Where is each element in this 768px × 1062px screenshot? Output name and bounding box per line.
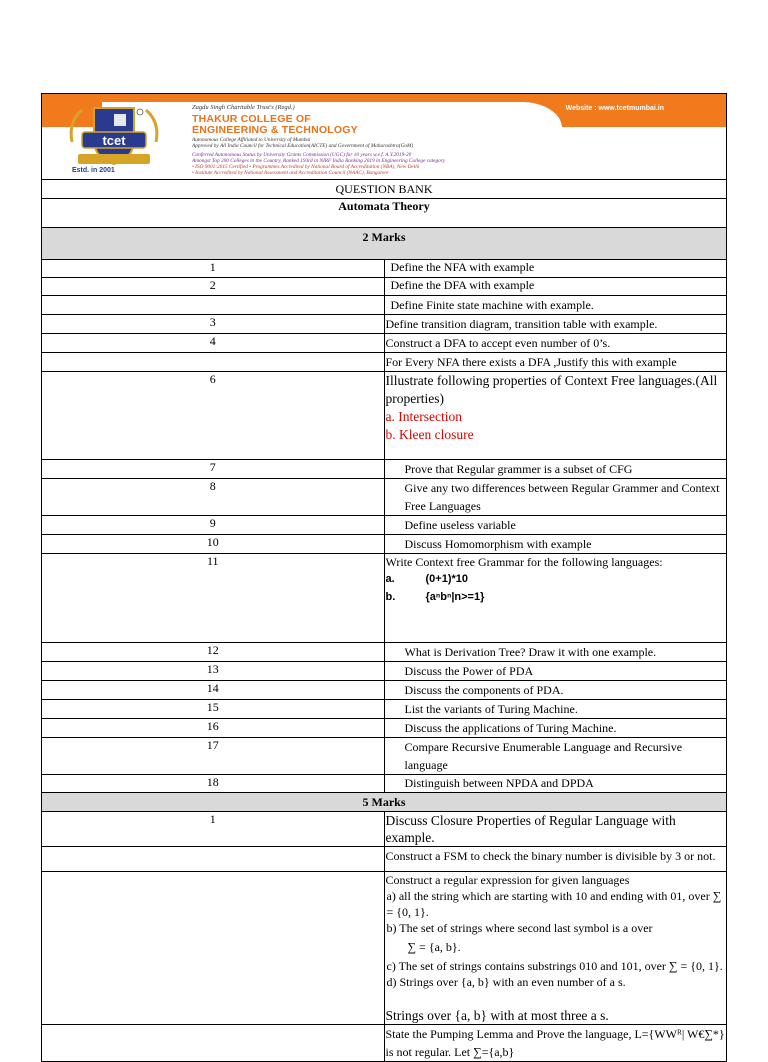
question-text: Discuss Closure Properties of Regular Language with example. <box>384 812 727 847</box>
section-header-row <box>42 793 727 812</box>
header-line: • Institute Accredited by National Assessment and Accreditation Council (NAAC), Bangalore <box>192 170 389 176</box>
table-row <box>42 353 727 372</box>
question-number: 14 <box>42 681 385 700</box>
table-row <box>42 535 727 554</box>
table-row <box>42 775 727 793</box>
doc-subject: Automata Theory <box>42 199 727 228</box>
question-number: 10 <box>42 535 385 554</box>
question-text: What is Derivation Tree? Draw it with one example. <box>384 643 727 662</box>
question-cell <box>384 554 727 643</box>
question-number: 1 <box>42 812 385 847</box>
table-row <box>42 315 727 334</box>
table-row <box>42 479 727 516</box>
question-text: Define the DFA with example <box>384 278 727 296</box>
question-cell <box>384 372 727 460</box>
question-number: 13 <box>42 662 385 681</box>
table-row <box>42 460 727 479</box>
question-cell <box>384 872 727 1025</box>
table-row <box>42 278 727 296</box>
sub-question: a. Intersection <box>385 409 462 424</box>
question-number: 9 <box>42 516 385 535</box>
table-row <box>42 554 727 643</box>
table-row <box>42 872 727 1025</box>
question-text: For Every NFA there exists a DFA ,Justify this with example <box>384 353 727 372</box>
question-text: Give any two differences between Regular Grammer and Context Free Languages <box>384 479 727 516</box>
website-text[interactable]: Website : www.tcetmumbai.in <box>565 105 664 112</box>
tcet-logo-icon <box>64 102 164 172</box>
question-text: Construct a DFA to accept even number of 0’s. <box>384 334 727 353</box>
section-five-marks: 5 Marks <box>42 793 727 812</box>
header-line: • ISO 9001:2015 Certified • Programmes Accredited by National Board of Accreditation (NBA), New Delhi <box>192 164 420 170</box>
question-text: Construct a regular expression for given languages <box>385 873 630 887</box>
question-text: Write Context free Grammar for the following languages: <box>385 555 663 569</box>
question-text: Discuss the applications of Turing Machine. <box>384 719 727 738</box>
sub-question: b. Kleen closure <box>385 427 474 442</box>
table-row <box>42 334 727 353</box>
question-number <box>42 1025 385 1062</box>
question-number: 7 <box>42 460 385 479</box>
trust-name: Zagdu Singh Charitable Trust's (Regd.) <box>192 104 295 111</box>
doc-title: QUESTION BANK <box>42 180 727 199</box>
table-row <box>42 662 727 681</box>
subject-row <box>42 199 727 228</box>
college-name-line1: THAKUR COLLEGE OF <box>192 113 311 125</box>
question-text: List the variants of Turing Machine. <box>384 700 727 719</box>
sub-question: c) The set of strings contains substrings 010 and 101, over ∑ = {0, 1}. <box>386 959 723 973</box>
question-text: Define transition diagram, transition table with example. <box>384 315 727 334</box>
table-row <box>42 700 727 719</box>
question-text: Compare Recursive Enumerable Language and Recursive language <box>384 738 727 775</box>
table-row <box>42 812 727 847</box>
sub-question: b. {aⁿbⁿ|n>=1} <box>385 591 485 603</box>
sub-question: d) Strings over {a, b} with an even number of a s. <box>386 975 626 989</box>
question-text: Define the NFA with example <box>384 260 727 278</box>
sub-question: b) The set of strings where second last symbol is a over <box>386 921 653 935</box>
table-row <box>42 847 727 872</box>
question-number: 4 <box>42 334 385 353</box>
question-bank-page <box>41 93 727 1062</box>
table-row <box>42 372 727 460</box>
question-text: Distinguish between NPDA and DPDA <box>384 775 727 793</box>
svg-text:tcet: tcet <box>102 133 126 148</box>
question-number: 15 <box>42 700 385 719</box>
table-row <box>42 719 727 738</box>
header-line: Autonomous College Affiliated to University of Mumbai <box>192 137 311 143</box>
question-number: 3 <box>42 315 385 334</box>
header-line: Conferred Autonomous Status by University Grants Commission (UGC) for 10 years w.e.f. A.Y.2019-20 <box>192 152 412 158</box>
question-text: Illustrate following properties of Context Free languages.(All properties) <box>385 373 718 406</box>
question-tail: Strings over {a, b} with at most three a s. <box>385 1008 609 1023</box>
table-row <box>42 643 727 662</box>
table-row <box>42 1025 727 1062</box>
table-row <box>42 516 727 535</box>
question-number <box>42 296 385 315</box>
table-row <box>42 681 727 700</box>
question-number: 16 <box>42 719 385 738</box>
question-number: 12 <box>42 643 385 662</box>
sub-question: a. (0+1)*10 <box>385 573 469 585</box>
question-number <box>42 353 385 372</box>
question-number: 1 <box>42 260 385 278</box>
college-name-line2: ENGINEERING & TECHNOLOGY <box>192 124 358 136</box>
table-row <box>42 738 727 775</box>
table-row <box>42 296 727 315</box>
question-number <box>42 847 385 872</box>
question-table <box>41 179 727 1062</box>
question-text: Construct a FSM to check the binary number is divisible by 3 or not. <box>384 847 727 872</box>
section-header-row <box>42 228 727 260</box>
college-letterhead <box>41 93 727 179</box>
question-text: Discuss the components of PDA. <box>384 681 727 700</box>
sub-question: a) all the string which are starting with 10 and ending with 01, over ∑ = {0, 1}. <box>386 889 722 919</box>
header-line: Amongst Top 200 Colleges in the Country, Ranked 193rd in NIRF India Ranking 2019 in Engineering College category <box>192 158 446 164</box>
header-line: Approved by All India Council for Technical Education(AICTE) and Government of Maharashtra(GoM) <box>192 143 414 149</box>
question-text: Define Finite state machine with example. <box>384 296 727 315</box>
question-text: Define useless variable <box>384 516 727 535</box>
table-row <box>42 260 727 278</box>
question-text: Prove that Regular grammer is a subset of CFG <box>384 460 727 479</box>
sub-question: ∑ = {a, b}. <box>407 940 461 954</box>
question-text: Discuss Homomorphism with example <box>384 535 727 554</box>
question-number: 18 <box>42 775 385 793</box>
question-number: 6 <box>42 372 385 460</box>
question-number: 17 <box>42 738 385 775</box>
section-two-marks: 2 Marks <box>42 228 727 260</box>
question-number: 11 <box>42 554 385 643</box>
question-number: 8 <box>42 479 385 516</box>
question-text: State the Pumping Lemma and Prove the language, L={WWᴿ| W€∑*} is not regular. Let ∑={a,b} <box>384 1025 727 1062</box>
question-number: 2 <box>42 278 385 296</box>
question-text: Discuss the Power of PDA <box>384 662 727 681</box>
title-row <box>42 180 727 199</box>
question-number <box>42 872 385 1025</box>
established-year: Estd. in 2001 <box>72 167 115 174</box>
